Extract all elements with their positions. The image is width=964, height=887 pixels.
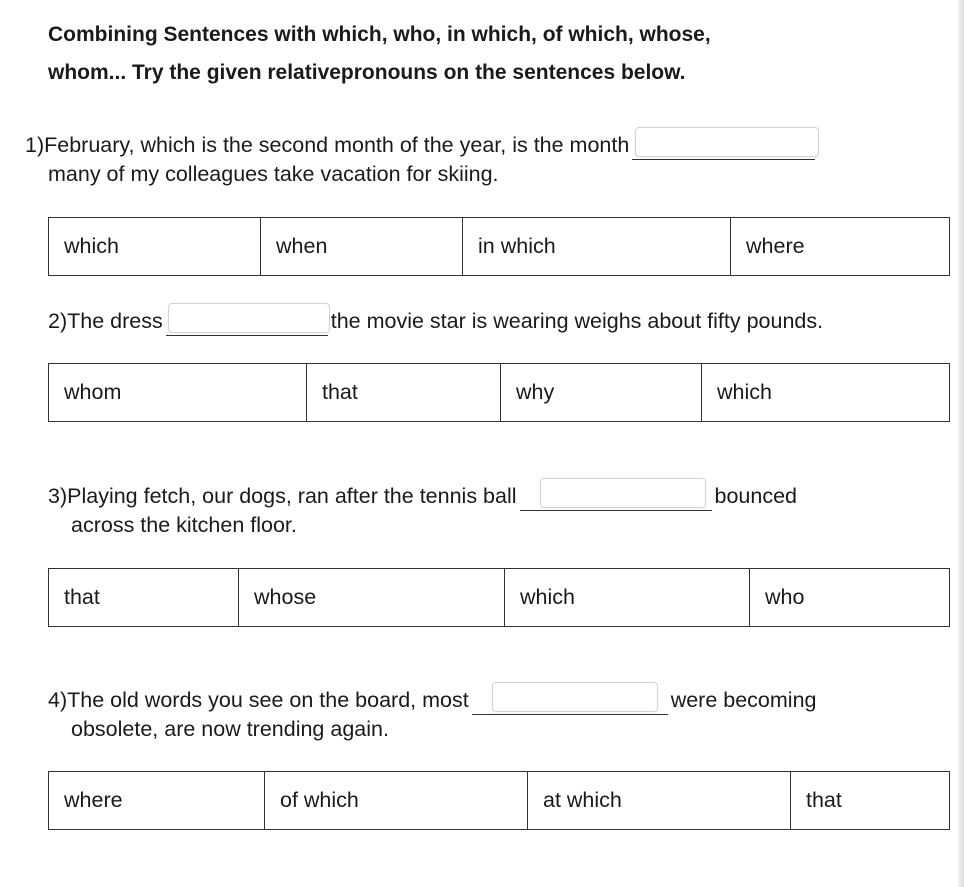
question-4-answer-input[interactable] (492, 682, 658, 712)
instructions-heading (48, 16, 928, 92)
instructions-line-2: whom... Try the given relativepronouns on the sentences below. (48, 61, 686, 84)
question-3-answer-input[interactable] (540, 478, 706, 508)
question-1-blank (632, 131, 815, 160)
question-2 (48, 307, 823, 336)
question-2-number: 2) (48, 309, 68, 333)
option-button[interactable]: that (806, 788, 842, 812)
question-3-text-after: bounced (714, 484, 798, 508)
question-3-text-before: Playing fetch, our dogs, ran after the tennis ball (67, 484, 517, 508)
question-1-options (48, 217, 950, 276)
instructions-line-1: Combining Sentences with which, who, in which, of which, whose, (48, 23, 711, 46)
question-1-answer-input[interactable] (635, 127, 819, 157)
question-3 (48, 482, 797, 539)
question-2-blank (166, 307, 328, 336)
option-button[interactable]: which (49, 218, 261, 275)
option-button[interactable]: who (765, 585, 805, 609)
option-button[interactable]: which (505, 569, 750, 626)
question-1-continuation: many of my colleagues take vacation for skiing. (48, 162, 499, 186)
question-4 (48, 686, 816, 743)
option-button[interactable]: which (717, 380, 772, 404)
option-button[interactable]: at which (528, 772, 791, 829)
question-3-options (48, 568, 950, 627)
question-1 (25, 131, 818, 188)
option-button[interactable]: where (49, 772, 265, 829)
option-button[interactable]: where (746, 234, 805, 258)
question-3-continuation: across the kitchen floor. (71, 513, 297, 537)
option-button[interactable]: in which (463, 218, 731, 275)
question-4-text-before: The old words you see on the board, most (67, 688, 469, 712)
option-button[interactable]: when (261, 218, 463, 275)
option-button[interactable]: that (49, 569, 239, 626)
question-4-options (48, 771, 950, 830)
page-edge-shadow (958, 0, 964, 887)
question-3-number: 3) (48, 484, 68, 508)
question-2-options (48, 363, 950, 422)
option-button[interactable]: whom (49, 364, 307, 421)
option-button[interactable]: whose (239, 569, 505, 626)
question-2-text-after: the movie star is wearing weighs about fifty pounds. (330, 309, 824, 333)
question-1-text-before: February, which is the second month of the year, is the month (44, 133, 630, 157)
question-4-text-after: were becoming (670, 688, 817, 712)
question-1-number: 1) (25, 133, 45, 157)
question-4-continuation: obsolete, are now trending again. (71, 717, 389, 741)
question-4-number: 4) (48, 688, 68, 712)
question-4-blank (472, 686, 668, 715)
question-2-answer-input[interactable] (168, 303, 330, 333)
option-button[interactable]: that (307, 364, 501, 421)
option-button[interactable]: why (501, 364, 702, 421)
option-button[interactable]: of which (265, 772, 528, 829)
question-3-blank (520, 482, 712, 511)
question-2-text-before: The dress (67, 309, 163, 333)
